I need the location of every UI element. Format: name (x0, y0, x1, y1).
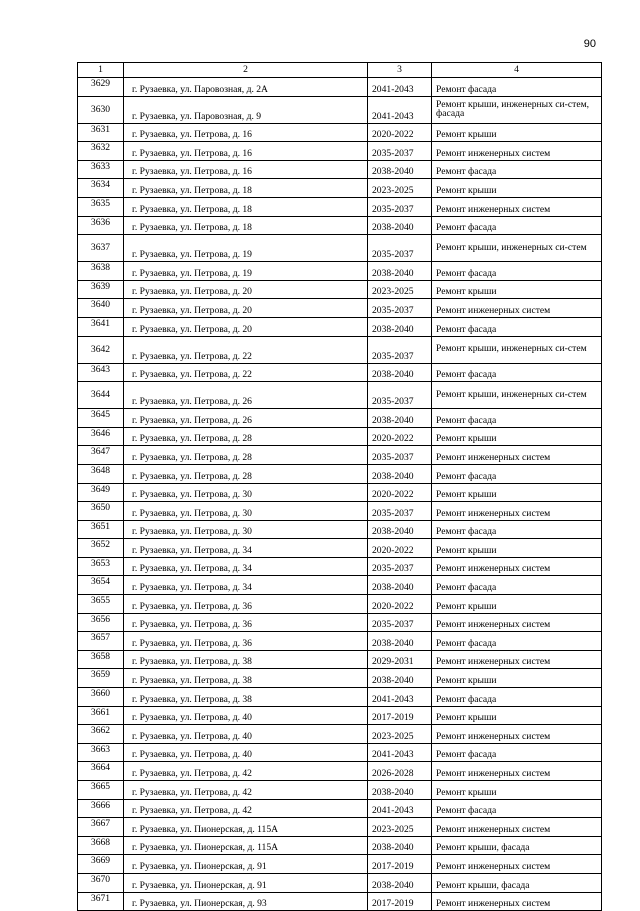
table-row (78, 855, 602, 874)
row-number: 3652 (78, 539, 124, 558)
header-row (78, 63, 602, 78)
row-work-type: Ремонт фасада (432, 576, 602, 595)
row-address: г. Рузаевка, ул. Петрова, д. 30 (124, 520, 368, 539)
row-years: 2041-2043 (368, 799, 432, 818)
row-work-type: Ремонт фасада (432, 688, 602, 707)
table-row (78, 464, 602, 483)
row-work-type: Ремонт фасада (432, 363, 602, 382)
table-row (78, 576, 602, 595)
row-years: 2035-2037 (368, 382, 432, 409)
table-row (78, 520, 602, 539)
table-row (78, 743, 602, 762)
table-row (78, 197, 602, 216)
row-number: 3664 (78, 762, 124, 781)
row-number: 3666 (78, 799, 124, 818)
row-work-type: Ремонт крыши (432, 179, 602, 198)
row-address: г. Рузаевка, ул. Пионерская, д. 115А (124, 818, 368, 837)
row-address: г. Рузаевка, ул. Пионерская, д. 115А (124, 836, 368, 855)
table-row (78, 123, 602, 142)
row-number: 3670 (78, 873, 124, 892)
row-work-type: Ремонт инженерных систем (432, 142, 602, 161)
table-row (78, 669, 602, 688)
row-address: г. Рузаевка, ул. Паровозная, д. 2А (124, 78, 368, 97)
row-address: г. Рузаевка, ул. Пионерская, д. 91 (124, 873, 368, 892)
table-row (78, 363, 602, 382)
row-address: г. Рузаевка, ул. Петрова, д. 38 (124, 669, 368, 688)
row-work-type: Ремонт крыши (432, 427, 602, 446)
row-number: 3651 (78, 520, 124, 539)
row-work-type: Ремонт фасада (432, 632, 602, 651)
row-address: г. Рузаевка, ул. Петрова, д. 30 (124, 483, 368, 502)
row-years: 2035-2037 (368, 197, 432, 216)
row-address: г. Рузаевка, ул. Петрова, д. 40 (124, 725, 368, 744)
table-row (78, 557, 602, 576)
table-header (78, 63, 602, 78)
row-address: г. Рузаевка, ул. Петрова, д. 28 (124, 446, 368, 465)
column-header-address: 2 (124, 63, 368, 78)
row-work-type: Ремонт фасада (432, 216, 602, 235)
row-work-type: Ремонт крыши (432, 595, 602, 614)
table-row (78, 299, 602, 318)
table-row (78, 96, 602, 123)
table-row (78, 160, 602, 179)
row-number: 3640 (78, 299, 124, 318)
row-work-type: Ремонт инженерных систем (432, 855, 602, 874)
row-years: 2038-2040 (368, 216, 432, 235)
row-address: г. Рузаевка, ул. Петрова, д. 22 (124, 363, 368, 382)
table-row (78, 179, 602, 198)
row-address: г. Рузаевка, ул. Пионерская, д. 93 (124, 892, 368, 911)
row-work-type: Ремонт фасада (432, 317, 602, 336)
row-years: 2035-2037 (368, 142, 432, 161)
row-work-type: Ремонт инженерных систем (432, 762, 602, 781)
row-work-type: Ремонт инженерных систем (432, 725, 602, 744)
table-row (78, 650, 602, 669)
row-address: г. Рузаевка, ул. Петрова, д. 28 (124, 427, 368, 446)
table-row (78, 483, 602, 502)
table-row (78, 409, 602, 428)
row-address: г. Рузаевка, ул. Петрова, д. 38 (124, 650, 368, 669)
row-work-type: Ремонт фасада (432, 464, 602, 483)
row-years: 2017-2019 (368, 855, 432, 874)
table-row (78, 725, 602, 744)
row-address: г. Рузаевка, ул. Петрова, д. 26 (124, 382, 368, 409)
row-address: г. Рузаевка, ул. Петрова, д. 20 (124, 299, 368, 318)
row-work-type: Ремонт крыши, инженерных си-стем (432, 235, 602, 262)
row-years: 2038-2040 (368, 409, 432, 428)
table-row (78, 502, 602, 521)
row-number: 3660 (78, 688, 124, 707)
row-years: 2020-2022 (368, 123, 432, 142)
row-number: 3630 (78, 96, 124, 123)
row-work-type: Ремонт инженерных систем (432, 892, 602, 911)
row-number: 3642 (78, 336, 124, 363)
table-row (78, 280, 602, 299)
row-address: г. Рузаевка, ул. Петрова, д. 30 (124, 502, 368, 521)
row-number: 3661 (78, 706, 124, 725)
table-row (78, 539, 602, 558)
row-years: 2035-2037 (368, 235, 432, 262)
row-work-type: Ремонт фасада (432, 409, 602, 428)
row-years: 2020-2022 (368, 595, 432, 614)
row-years: 2038-2040 (368, 317, 432, 336)
row-number: 3645 (78, 409, 124, 428)
table-row (78, 78, 602, 97)
row-number: 3657 (78, 632, 124, 651)
table-row (78, 781, 602, 800)
row-years: 2038-2040 (368, 632, 432, 651)
row-years: 2041-2043 (368, 96, 432, 123)
row-address: г. Рузаевка, ул. Петрова, д. 18 (124, 197, 368, 216)
row-years: 2041-2043 (368, 688, 432, 707)
table-row (78, 595, 602, 614)
table-row (78, 613, 602, 632)
row-years: 2023-2025 (368, 818, 432, 837)
row-address: г. Рузаевка, ул. Петрова, д. 36 (124, 632, 368, 651)
row-number: 3639 (78, 280, 124, 299)
row-years: 2038-2040 (368, 160, 432, 179)
row-address: г. Рузаевка, ул. Петрова, д. 16 (124, 123, 368, 142)
row-years: 2017-2019 (368, 706, 432, 725)
row-work-type: Ремонт крыши (432, 781, 602, 800)
row-work-type: Ремонт инженерных систем (432, 613, 602, 632)
column-header-number: 1 (78, 63, 124, 78)
row-address: г. Рузаевка, ул. Петрова, д. 36 (124, 595, 368, 614)
row-years: 2023-2025 (368, 280, 432, 299)
row-number: 3643 (78, 363, 124, 382)
table-row (78, 235, 602, 262)
row-years: 2020-2022 (368, 539, 432, 558)
table-row (78, 262, 602, 281)
row-number: 3646 (78, 427, 124, 446)
row-number: 3638 (78, 262, 124, 281)
row-address: г. Рузаевка, ул. Петрова, д. 28 (124, 464, 368, 483)
row-work-type: Ремонт крыши (432, 706, 602, 725)
row-work-type: Ремонт крыши (432, 123, 602, 142)
row-address: г. Рузаевка, ул. Петрова, д. 42 (124, 781, 368, 800)
row-address: г. Рузаевка, ул. Петрова, д. 20 (124, 280, 368, 299)
row-years: 2017-2019 (368, 892, 432, 911)
table-row (78, 446, 602, 465)
row-number: 3647 (78, 446, 124, 465)
row-number: 3659 (78, 669, 124, 688)
row-work-type: Ремонт крыши (432, 539, 602, 558)
table-row (78, 688, 602, 707)
row-number: 3636 (78, 216, 124, 235)
row-address: г. Рузаевка, ул. Паровозная, д. 9 (124, 96, 368, 123)
row-address: г. Рузаевка, ул. Петрова, д. 22 (124, 336, 368, 363)
row-work-type: Ремонт фасада (432, 743, 602, 762)
row-years: 2038-2040 (368, 576, 432, 595)
row-years: 2023-2025 (368, 725, 432, 744)
row-address: г. Рузаевка, ул. Петрова, д. 40 (124, 706, 368, 725)
table-row (78, 382, 602, 409)
row-years: 2038-2040 (368, 262, 432, 281)
row-address: г. Рузаевка, ул. Петрова, д. 19 (124, 262, 368, 281)
row-address: г. Рузаевка, ул. Петрова, д. 34 (124, 539, 368, 558)
row-years: 2035-2037 (368, 446, 432, 465)
row-years: 2041-2043 (368, 743, 432, 762)
row-work-type: Ремонт инженерных систем (432, 197, 602, 216)
row-work-type: Ремонт крыши, инженерных си-стем, фасада (432, 96, 602, 123)
table-row (78, 873, 602, 892)
row-number: 3631 (78, 123, 124, 142)
table-row (78, 799, 602, 818)
row-number: 3662 (78, 725, 124, 744)
row-address: г. Рузаевка, ул. Пионерская, д. 91 (124, 855, 368, 874)
row-work-type: Ремонт крыши, фасада (432, 873, 602, 892)
row-work-type: Ремонт крыши (432, 669, 602, 688)
table-row (78, 892, 602, 911)
row-years: 2038-2040 (368, 836, 432, 855)
row-work-type: Ремонт фасада (432, 160, 602, 179)
page-number: 90 (583, 38, 596, 50)
row-years: 2035-2037 (368, 557, 432, 576)
row-number: 3665 (78, 781, 124, 800)
row-address: г. Рузаевка, ул. Петрова, д. 26 (124, 409, 368, 428)
row-years: 2041-2043 (368, 78, 432, 97)
column-header-work: 4 (432, 63, 602, 78)
row-address: г. Рузаевка, ул. Петрова, д. 16 (124, 142, 368, 161)
row-work-type: Ремонт крыши (432, 280, 602, 299)
row-address: г. Рузаевка, ул. Петрова, д. 18 (124, 216, 368, 235)
row-years: 2035-2037 (368, 299, 432, 318)
row-work-type: Ремонт инженерных систем (432, 299, 602, 318)
row-number: 3668 (78, 836, 124, 855)
table-row (78, 427, 602, 446)
row-address: г. Рузаевка, ул. Петрова, д. 42 (124, 762, 368, 781)
table-row (78, 216, 602, 235)
row-years: 2035-2037 (368, 502, 432, 521)
row-years: 2038-2040 (368, 363, 432, 382)
row-number: 3633 (78, 160, 124, 179)
row-work-type: Ремонт крыши, инженерных си-стем (432, 382, 602, 409)
table-row (78, 706, 602, 725)
row-years: 2026-2028 (368, 762, 432, 781)
row-years: 2038-2040 (368, 781, 432, 800)
row-years: 2029-2031 (368, 650, 432, 669)
row-years: 2035-2037 (368, 613, 432, 632)
row-years: 2020-2022 (368, 427, 432, 446)
row-years: 2023-2025 (368, 179, 432, 198)
row-number: 3634 (78, 179, 124, 198)
row-number: 3663 (78, 743, 124, 762)
row-number: 3658 (78, 650, 124, 669)
column-header-years: 3 (368, 63, 432, 78)
row-number: 3654 (78, 576, 124, 595)
repair-schedule-table (77, 62, 602, 911)
row-work-type: Ремонт фасада (432, 799, 602, 818)
row-work-type: Ремонт крыши, инженерных си-стем (432, 336, 602, 363)
row-work-type: Ремонт фасада (432, 262, 602, 281)
row-work-type: Ремонт инженерных систем (432, 650, 602, 669)
table-row (78, 317, 602, 336)
row-number: 3632 (78, 142, 124, 161)
row-address: г. Рузаевка, ул. Петрова, д. 20 (124, 317, 368, 336)
table-row (78, 336, 602, 363)
table-row (78, 762, 602, 781)
row-address: г. Рузаевка, ул. Петрова, д. 34 (124, 557, 368, 576)
row-number: 3629 (78, 78, 124, 97)
table-row (78, 836, 602, 855)
row-number: 3637 (78, 235, 124, 262)
row-number: 3671 (78, 892, 124, 911)
row-number: 3669 (78, 855, 124, 874)
row-work-type: Ремонт инженерных систем (432, 502, 602, 521)
row-number: 3653 (78, 557, 124, 576)
row-years: 2035-2037 (368, 336, 432, 363)
row-work-type: Ремонт крыши, фасада (432, 836, 602, 855)
row-address: г. Рузаевка, ул. Петрова, д. 18 (124, 179, 368, 198)
row-work-type: Ремонт фасада (432, 520, 602, 539)
row-address: г. Рузаевка, ул. Петрова, д. 19 (124, 235, 368, 262)
row-number: 3650 (78, 502, 124, 521)
row-address: г. Рузаевка, ул. Петрова, д. 38 (124, 688, 368, 707)
table-row (78, 142, 602, 161)
row-work-type: Ремонт крыши (432, 483, 602, 502)
row-number: 3655 (78, 595, 124, 614)
row-years: 2038-2040 (368, 520, 432, 539)
row-number: 3649 (78, 483, 124, 502)
row-work-type: Ремонт инженерных систем (432, 446, 602, 465)
table-body (78, 78, 602, 911)
row-years: 2038-2040 (368, 873, 432, 892)
row-work-type: Ремонт инженерных систем (432, 557, 602, 576)
row-work-type: Ремонт фасада (432, 78, 602, 97)
row-number: 3648 (78, 464, 124, 483)
row-years: 2038-2040 (368, 669, 432, 688)
row-work-type: Ремонт инженерных систем (432, 818, 602, 837)
row-number: 3656 (78, 613, 124, 632)
row-address: г. Рузаевка, ул. Петрова, д. 42 (124, 799, 368, 818)
row-address: г. Рузаевка, ул. Петрова, д. 36 (124, 613, 368, 632)
table-row (78, 632, 602, 651)
row-number: 3667 (78, 818, 124, 837)
row-number: 3641 (78, 317, 124, 336)
row-address: г. Рузаевка, ул. Петрова, д. 40 (124, 743, 368, 762)
row-address: г. Рузаевка, ул. Петрова, д. 34 (124, 576, 368, 595)
row-years: 2038-2040 (368, 464, 432, 483)
row-address: г. Рузаевка, ул. Петрова, д. 16 (124, 160, 368, 179)
row-years: 2020-2022 (368, 483, 432, 502)
row-number: 3635 (78, 197, 124, 216)
table-row (78, 818, 602, 837)
row-number: 3644 (78, 382, 124, 409)
